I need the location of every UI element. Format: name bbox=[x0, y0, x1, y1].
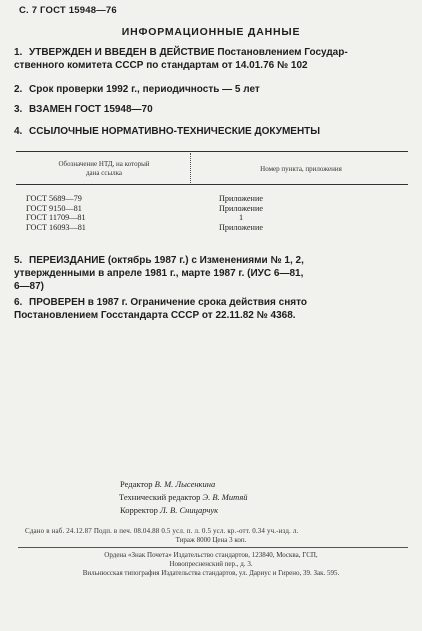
credit-name: В. М. Лысенкина bbox=[154, 479, 216, 489]
section-2 bbox=[14, 83, 410, 96]
table-header-paragraph: Номер пункта, приложения bbox=[260, 165, 342, 173]
page-header: С. 7 ГОСТ 15948—76 bbox=[19, 5, 117, 16]
header-line: дана ссылка bbox=[85, 169, 123, 177]
table-cell-ref: Приложение bbox=[219, 222, 263, 232]
credit-editor bbox=[120, 478, 215, 491]
imprint-divider bbox=[18, 547, 408, 548]
section-text-cont: 6—87) bbox=[14, 281, 45, 292]
credit-name: Л. В. Сницарчук bbox=[160, 505, 219, 515]
section-text: ПРОВЕРЕН в 1987 г. Ограничение срока действия снято bbox=[29, 297, 307, 308]
credit-corrector bbox=[120, 504, 218, 517]
section-3 bbox=[14, 103, 410, 116]
credit-label: Корректор bbox=[120, 505, 158, 515]
section-number: 3. bbox=[14, 104, 23, 115]
section-1 bbox=[14, 46, 410, 72]
section-text-cont: ственного комитета СССР по стандартам от 14.01.76 № 102 bbox=[14, 60, 308, 71]
table-cell-doc: ГОСТ 16093—81 bbox=[26, 222, 86, 232]
imprint-line-5: Вильнюсская типография Издательства стандартов, ул. Дариус и Гирено, 39. Зак. 595. bbox=[82, 569, 340, 577]
section-text: ВЗАМЕН ГОСТ 15948—70 bbox=[29, 104, 153, 115]
table-header-designation bbox=[20, 160, 188, 178]
section-4 bbox=[14, 125, 410, 138]
imprint-line-3: Ордена «Знак Почета» Издательство стандартов, 123840, Москва, ГСП, bbox=[104, 551, 318, 559]
table-cell-ref: Приложение bbox=[219, 194, 263, 203]
credit-name: Э. В. Митяй bbox=[202, 492, 248, 502]
section-number: 1. bbox=[14, 47, 23, 58]
section-text-cont: Постановлением Госстандарта СССР от 22.11.82 № 4368. bbox=[14, 310, 296, 321]
section-text: ССЫЛОЧНЫЕ НОРМАТИВНО-ТЕХНИЧЕСКИЕ ДОКУМЕНТЫ bbox=[29, 126, 321, 137]
table-cell-doc: ГОСТ 11709—81 bbox=[26, 213, 86, 222]
table-cell-ref: Приложение bbox=[219, 203, 263, 213]
section-text: ПЕРЕИЗДАНИЕ (октябрь 1987 г.) с Изменениями № 1, 2, bbox=[29, 255, 304, 266]
table-top-rule bbox=[16, 151, 408, 152]
section-text: УТВЕРЖДЕН И ВВЕДЕН В ДЕЙСТВИЕ Постановлением Государ- bbox=[29, 47, 348, 58]
credit-label: Редактор bbox=[120, 479, 153, 489]
page-title: ИНФОРМАЦИОННЫЕ ДАННЫЕ bbox=[121, 26, 301, 38]
section-number: 5. bbox=[14, 255, 23, 266]
credit-tech-editor bbox=[119, 491, 248, 504]
imprint-line-4: Новопресненский пер., д. 3. bbox=[169, 560, 253, 568]
section-number: 2. bbox=[14, 84, 23, 95]
table-cell-doc: ГОСТ 5689—79 bbox=[26, 194, 82, 203]
section-number: 4. bbox=[14, 126, 23, 137]
table-cell-ref: 1 bbox=[238, 213, 244, 222]
header-line: Обозначение НТД, на который bbox=[58, 160, 150, 168]
section-text-cont: утвержденными в апреле 1981 г., марте 1987 г. (ИУС 6—81, bbox=[14, 268, 304, 279]
table-col-docs bbox=[26, 194, 186, 232]
table-cell-doc: ГОСТ 9150—81 bbox=[26, 203, 82, 213]
section-text: Срок проверки 1992 г., периодичность — 5 лет bbox=[29, 84, 260, 95]
section-5 bbox=[14, 254, 410, 293]
credit-label: Технический редактор bbox=[119, 492, 201, 502]
section-number: 6. bbox=[14, 297, 23, 308]
table-col-refs bbox=[196, 194, 286, 232]
table-header-rule bbox=[16, 184, 408, 185]
table-column-separator bbox=[190, 153, 191, 183]
imprint-line-2: Тираж 8000 Цена 3 коп. bbox=[175, 536, 247, 544]
imprint-line-1: Сдано в наб. 24.12.87 Подп. в печ. 08.04.88 0.5 усл. п. л. 0.5 усл. кр.-отт. 0.34 уч.-изд. л. bbox=[25, 527, 299, 535]
section-6 bbox=[14, 296, 410, 322]
